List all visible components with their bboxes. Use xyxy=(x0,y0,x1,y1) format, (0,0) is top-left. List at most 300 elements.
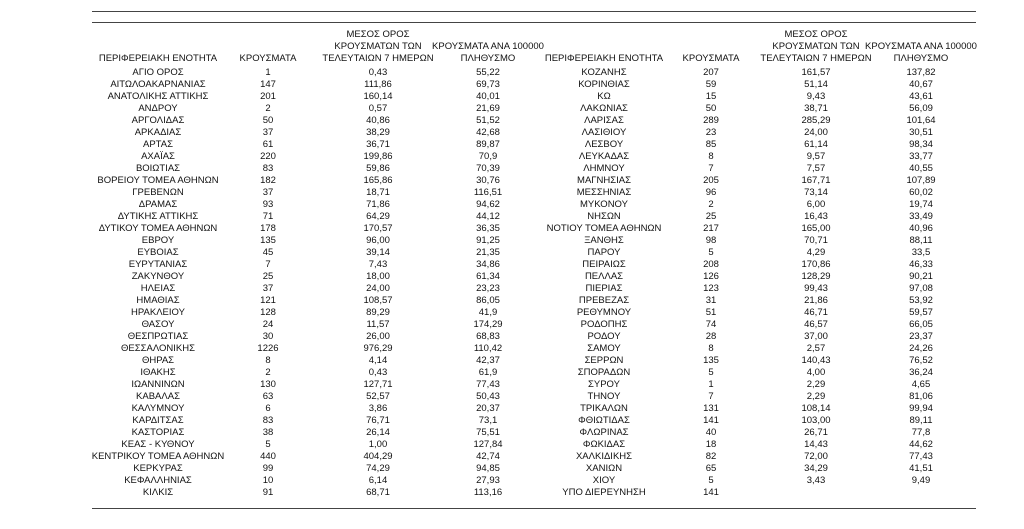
cell-avg7: 74,29 xyxy=(366,463,390,474)
cell-cases: 135 xyxy=(703,355,719,366)
table-row xyxy=(0,487,1024,499)
cell-avg7: 18,71 xyxy=(366,187,390,198)
cell-avg7: 46,71 xyxy=(804,307,828,318)
cell-avg7: 161,57 xyxy=(801,67,831,78)
table-row xyxy=(0,127,1024,139)
cell-avg7: 39,14 xyxy=(366,247,390,258)
cell-per100k: 60,02 xyxy=(909,187,933,198)
cell-per100k: 113,16 xyxy=(473,487,503,498)
cell-region: ΔΥΤΙΚΗΣ ΑΤΤΙΚΗΣ xyxy=(117,211,199,222)
cell-region: ΠΙΕΡΙΑΣ xyxy=(585,283,623,294)
cell-avg7: 7,57 xyxy=(806,163,826,174)
cell-per100k: 42,37 xyxy=(476,355,500,366)
cell-avg7: 3,86 xyxy=(368,403,388,414)
cell-avg7: 199,86 xyxy=(363,151,393,162)
cell-avg7: 24,00 xyxy=(804,127,828,138)
table-row xyxy=(0,367,1024,379)
cell-region: ΝΗΣΩΝ xyxy=(587,211,621,222)
cell-region: ΛΑΣΙΘΙΟΥ xyxy=(581,127,627,138)
cell-per100k: 88,11 xyxy=(909,235,933,246)
cell-region: ΠΡΕΒΕΖΑΣ xyxy=(578,295,630,306)
cell-cases: 2 xyxy=(265,103,271,114)
column-header-7day-average: ΜΕΣΟΣ ΟΡΟΣ ΚΡΟΥΣΜΑΤΩΝ ΤΩΝ ΤΕΛΕΥΤΑΙΩΝ 7 ΗΜΕΡΩΝ xyxy=(322,29,434,64)
cell-per100k: 23,23 xyxy=(476,283,500,294)
cell-per100k: 89,11 xyxy=(909,415,933,426)
table-row xyxy=(0,439,1024,451)
cell-region: ΖΑΚΥΝΘΟΥ xyxy=(131,271,185,282)
cell-per100k: 68,83 xyxy=(476,331,500,342)
cell-cases: 74 xyxy=(705,319,717,330)
cell-cases: 82 xyxy=(705,451,717,462)
cell-cases: 25 xyxy=(705,211,717,222)
cell-region: ΠΕΙΡΑΙΩΣ xyxy=(582,259,626,270)
cell-per100k: 55,22 xyxy=(476,67,500,78)
cell-per100k: 24,26 xyxy=(909,343,933,354)
cell-avg7: 167,71 xyxy=(801,175,831,186)
cell-per100k: 81,06 xyxy=(909,391,933,402)
cell-avg7: 108,14 xyxy=(801,403,831,414)
cell-cases: 5 xyxy=(708,475,714,486)
cell-region: ΚΕΡΚΥΡΑΣ xyxy=(133,463,183,474)
cell-avg7: 16,43 xyxy=(804,211,828,222)
cell-avg7: 4,00 xyxy=(806,367,826,378)
table-row xyxy=(0,319,1024,331)
cell-per100k: 91,25 xyxy=(476,235,500,246)
cell-avg7: 2,29 xyxy=(806,391,826,402)
cell-avg7: 96,00 xyxy=(366,235,390,246)
cell-cases: 5 xyxy=(708,247,714,258)
cell-region: ΚΟΡΙΝΘΙΑΣ xyxy=(578,79,630,90)
cell-region: ΚΙΛΚΙΣ xyxy=(142,487,174,498)
cell-region: ΑΡΤΑΣ xyxy=(143,139,173,150)
table-row xyxy=(0,307,1024,319)
cell-avg7: 128,29 xyxy=(801,271,831,282)
cell-avg7: 71,86 xyxy=(366,199,390,210)
cell-region: ΚΕΦΑΛΛΗΝΙΑΣ xyxy=(124,475,192,486)
cell-cases: 8 xyxy=(265,355,271,366)
cell-cases: 93 xyxy=(262,199,274,210)
cell-region: ΧΑΝΙΩΝ xyxy=(585,463,623,474)
cell-cases: 37 xyxy=(262,283,274,294)
cell-cases: 141 xyxy=(703,487,719,498)
cell-avg7: 14,43 xyxy=(804,439,828,450)
cell-cases: 2 xyxy=(708,199,714,210)
cell-per100k: 101,64 xyxy=(906,115,936,126)
cell-avg7: 89,29 xyxy=(366,307,390,318)
cell-avg7: 76,71 xyxy=(366,415,390,426)
cell-cases: 178 xyxy=(260,223,276,234)
cell-avg7: 36,71 xyxy=(366,139,390,150)
cell-cases: 8 xyxy=(708,151,714,162)
table-row xyxy=(0,259,1024,271)
cell-per100k: 53,92 xyxy=(909,295,933,306)
cell-region: ΥΠΟ ΔΙΕΡΕΥΝΗΣΗ xyxy=(562,487,646,498)
cell-cases: 85 xyxy=(705,139,717,150)
cell-per100k: 61,9 xyxy=(478,367,498,378)
cell-avg7: 64,29 xyxy=(366,211,390,222)
cell-cases: 28 xyxy=(705,331,717,342)
cell-region: ΚΕΝΤΡΙΚΟΥ ΤΟΜΕΑ ΑΘΗΝΩΝ xyxy=(91,451,225,462)
cell-per100k: 174,29 xyxy=(473,319,503,330)
cell-region: ΔΥΤΙΚΟΥ ΤΟΜΕΑ ΑΘΗΝΩΝ xyxy=(98,223,218,234)
cell-per100k xyxy=(859,487,983,499)
cell-avg7: 9,57 xyxy=(806,151,826,162)
cell-region: ΘΑΣΟΥ xyxy=(141,319,175,330)
table-row xyxy=(0,247,1024,259)
cell-avg7: 285,29 xyxy=(801,115,831,126)
cell-per100k: 70,9 xyxy=(478,151,498,162)
cell-cases: 96 xyxy=(705,187,717,198)
table-row xyxy=(0,295,1024,307)
cell-region: ΚΕΑΣ - ΚΥΘΝΟΥ xyxy=(121,439,195,450)
cell-cases: 61 xyxy=(262,139,274,150)
cell-avg7: 4,14 xyxy=(368,355,388,366)
cell-region: ΦΛΩΡΙΝΑΣ xyxy=(579,427,629,438)
cell-region: ΡΟΔΟΥ xyxy=(587,331,621,342)
cell-cases: 141 xyxy=(703,415,719,426)
cell-cases: 1 xyxy=(265,67,271,78)
cell-region: ΣΕΡΡΩΝ xyxy=(584,355,624,366)
table-row xyxy=(0,223,1024,235)
cell-cases: 15 xyxy=(705,91,717,102)
table-row xyxy=(0,475,1024,487)
cell-per100k: 77,8 xyxy=(911,427,931,438)
cell-avg7: 976,29 xyxy=(363,343,393,354)
cell-region: ΠΕΛΛΑΣ xyxy=(584,271,624,282)
cell-cases: 135 xyxy=(260,235,276,246)
cell-per100k: 127,84 xyxy=(473,439,503,450)
table-row xyxy=(0,67,1024,79)
column-header-cases: ΚΡΟΥΣΜΑΤΑ xyxy=(239,53,297,64)
column-header-region: ΠΕΡΙΦΕΡΕΙΑΚΗ ΕΝΟΤΗΤΑ xyxy=(544,53,664,64)
column-header-7day-average: ΜΕΣΟΣ ΟΡΟΣ ΚΡΟΥΣΜΑΤΩΝ ΤΩΝ ΤΕΛΕΥΤΑΙΩΝ 7 ΗΜΕΡΩΝ xyxy=(760,29,872,64)
cell-per100k: 77,43 xyxy=(909,451,933,462)
cell-cases: 7 xyxy=(708,391,714,402)
cell-per100k: 137,82 xyxy=(906,67,936,78)
cell-cases: 50 xyxy=(262,115,274,126)
cell-cases: 25 xyxy=(262,271,274,282)
cell-per100k: 110,42 xyxy=(473,343,503,354)
table-row xyxy=(0,427,1024,439)
cell-cases: 220 xyxy=(260,151,276,162)
table-row xyxy=(0,115,1024,127)
table-row xyxy=(0,103,1024,115)
cell-per100k: 42,68 xyxy=(476,127,500,138)
cell-avg7: 68,71 xyxy=(366,487,390,498)
cell-per100k: 90,21 xyxy=(909,271,933,282)
cell-avg7: 72,00 xyxy=(804,451,828,462)
cell-cases: 63 xyxy=(262,391,274,402)
cell-cases: 8 xyxy=(708,343,714,354)
cell-avg7: 170,57 xyxy=(363,223,393,234)
cell-avg7: 170,86 xyxy=(801,259,831,270)
cell-avg7: 2,29 xyxy=(806,379,826,390)
cell-cases: 121 xyxy=(260,295,276,306)
table-row xyxy=(0,343,1024,355)
cell-avg7: 26,14 xyxy=(366,427,390,438)
cell-per100k: 50,43 xyxy=(476,391,500,402)
cell-avg7: 6,14 xyxy=(368,475,388,486)
cell-avg7: 0,43 xyxy=(368,367,388,378)
cell-per100k: 33,5 xyxy=(911,247,931,258)
cell-cases: 37 xyxy=(262,187,274,198)
cell-avg7: 37,00 xyxy=(804,331,828,342)
cell-avg7: 34,29 xyxy=(804,463,828,474)
cell-avg7: 0,57 xyxy=(368,103,388,114)
cell-cases: 45 xyxy=(262,247,274,258)
cell-avg7: 7,43 xyxy=(368,259,388,270)
cell-per100k: 30,76 xyxy=(476,175,500,186)
cell-region: ΔΡΑΜΑΣ xyxy=(138,199,178,210)
cell-region: ΡΕΘΥΜΝΟΥ xyxy=(576,307,632,318)
cell-region: ΚΑΛΥΜΝΟΥ xyxy=(131,403,185,414)
table-row xyxy=(0,355,1024,367)
cell-avg7: 73,14 xyxy=(804,187,828,198)
cell-region: ΧΑΛΚΙΔΙΚΗΣ xyxy=(575,451,633,462)
cell-per100k: 107,89 xyxy=(906,175,936,186)
table-row xyxy=(0,79,1024,91)
cell-cases: 18 xyxy=(705,439,717,450)
cell-per100k: 98,34 xyxy=(909,139,933,150)
cell-region: ΛΕΥΚΑΔΑΣ xyxy=(578,151,630,162)
cell-avg7: 127,71 xyxy=(363,379,393,390)
cell-per100k: 56,09 xyxy=(909,103,933,114)
cell-cases: 5 xyxy=(265,439,271,450)
table-row xyxy=(0,163,1024,175)
cell-cases: 10 xyxy=(262,475,274,486)
cell-avg7: 24,00 xyxy=(366,283,390,294)
cell-per100k: 44,12 xyxy=(476,211,500,222)
cell-cases: 40 xyxy=(705,427,717,438)
cell-cases: 7 xyxy=(265,259,271,270)
table-row xyxy=(0,415,1024,427)
cell-avg7: 108,57 xyxy=(363,295,393,306)
cell-avg7: 9,43 xyxy=(806,91,826,102)
cell-cases: 128 xyxy=(260,307,276,318)
cell-cases: 99 xyxy=(262,463,274,474)
cell-region: ΚΑΒΑΛΑΣ xyxy=(136,391,180,402)
cell-region: ΠΑΡΟΥ xyxy=(587,247,621,258)
cell-avg7: 38,71 xyxy=(804,103,828,114)
cell-region: ΡΟΔΟΠΗΣ xyxy=(580,319,628,330)
cell-avg7: 59,86 xyxy=(366,163,390,174)
table-row xyxy=(0,139,1024,151)
cell-region: ΚΑΣΤΟΡΙΑΣ xyxy=(131,427,185,438)
column-header-cases-per-100000: ΚΡΟΥΣΜΑΤΑ ΑΝΑ 100000 ΠΛΗΘΥΣΜΟ xyxy=(432,41,544,64)
table-row xyxy=(0,283,1024,295)
cell-region: ΦΘΙΩΤΙΔΑΣ xyxy=(578,415,630,426)
cell-region: ΣΠΟΡΑΔΩΝ xyxy=(577,367,631,378)
table-row xyxy=(0,187,1024,199)
cell-per100k: 89,87 xyxy=(476,139,500,150)
cell-per100k: 20,37 xyxy=(476,403,500,414)
cell-per100k: 94,85 xyxy=(476,463,500,474)
cell-avg7: 103,00 xyxy=(801,415,831,426)
cell-per100k: 36,35 xyxy=(476,223,500,234)
table-row xyxy=(0,151,1024,163)
cell-avg7: 52,57 xyxy=(366,391,390,402)
cell-avg7: 111,86 xyxy=(364,79,392,90)
cell-region: ΚΟΖΑΝΗΣ xyxy=(581,67,627,78)
cell-avg7: 3,43 xyxy=(806,475,826,486)
cell-region: ΗΡΑΚΛΕΙΟΥ xyxy=(131,307,185,318)
cell-cases: 83 xyxy=(262,163,274,174)
cell-cases: 30 xyxy=(262,331,274,342)
cell-per100k: 27,93 xyxy=(476,475,500,486)
cell-region: ΑΡΚΑΔΙΑΣ xyxy=(134,127,182,138)
cell-per100k: 40,67 xyxy=(909,79,933,90)
cell-region: ΛΕΣΒΟΥ xyxy=(584,139,624,150)
cell-avg7: 26,00 xyxy=(366,331,390,342)
cell-cases: 207 xyxy=(703,67,719,78)
cell-region: ΕΥΒΟΙΑΣ xyxy=(137,247,179,258)
cell-region: ΛΗΜΝΟΥ xyxy=(583,163,625,174)
cell-cases: 205 xyxy=(703,175,719,186)
column-header-cases: ΚΡΟΥΣΜΑΤΑ xyxy=(682,53,740,64)
cell-per100k: 77,43 xyxy=(476,379,500,390)
cell-region: ΑΡΓΟΛΙΔΑΣ xyxy=(131,115,185,126)
cell-per100k: 21,35 xyxy=(476,247,500,258)
cell-region: ΣΥΡΟΥ xyxy=(588,379,620,390)
bottom-rule xyxy=(92,508,976,509)
cell-avg7: 0,43 xyxy=(368,67,388,78)
cell-cases: 2 xyxy=(265,367,271,378)
cell-cases: 71 xyxy=(262,211,274,222)
table-row xyxy=(0,403,1024,415)
cell-avg7: 38,29 xyxy=(366,127,390,138)
cell-cases: 182 xyxy=(260,175,276,186)
cell-cases: 1226 xyxy=(257,343,279,354)
cell-per100k: 9,49 xyxy=(911,475,931,486)
cell-per100k: 33,77 xyxy=(909,151,933,162)
cell-region: ΕΒΡΟΥ xyxy=(141,235,175,246)
cell-region: ΦΩΚΙΔΑΣ xyxy=(582,439,626,450)
cell-avg7: 165,86 xyxy=(363,175,393,186)
cell-per100k: 66,05 xyxy=(909,319,933,330)
cell-region: ΗΛΕΙΑΣ xyxy=(140,283,176,294)
cell-avg7: 40,86 xyxy=(366,115,390,126)
cell-region: ΣΑΜΟΥ xyxy=(587,343,621,354)
cell-region: ΝΟΤΙΟΥ ΤΟΜΕΑ ΑΘΗΝΩΝ xyxy=(546,223,662,234)
cell-cases: 83 xyxy=(262,415,274,426)
table-row xyxy=(0,271,1024,283)
cell-avg7: 99,43 xyxy=(804,283,828,294)
cell-cases: 1 xyxy=(708,379,714,390)
cell-avg7: 18,00 xyxy=(366,271,390,282)
table-row xyxy=(0,331,1024,343)
cell-cases: 31 xyxy=(705,295,717,306)
cell-per100k: 41,9 xyxy=(478,307,498,318)
cell-per100k: 33,49 xyxy=(909,211,933,222)
cell-cases: 51 xyxy=(705,307,717,318)
cell-region: ΘΕΣΣΑΛΟΝΙΚΗΣ xyxy=(121,343,195,354)
cell-cases: 123 xyxy=(703,283,719,294)
cell-region: ΘΕΣΠΡΩΤΙΑΣ xyxy=(127,331,189,342)
cell-region: ΒΟΙΩΤΙΑΣ xyxy=(135,163,181,174)
table-row xyxy=(0,91,1024,103)
cell-region: ΓΡΕΒΕΝΩΝ xyxy=(132,187,184,198)
table-row xyxy=(0,211,1024,223)
cell-cases: 147 xyxy=(260,79,276,90)
cell-per100k: 75,51 xyxy=(476,427,500,438)
cell-avg7: 404,29 xyxy=(363,451,393,462)
cell-per100k: 34,86 xyxy=(476,259,500,270)
cell-cases: 7 xyxy=(708,163,714,174)
column-header-cases-per-100000: ΚΡΟΥΣΜΑΤΑ ΑΝΑ 100000 ΠΛΗΘΥΣΜΟ xyxy=(865,41,977,64)
cell-avg7: 2,57 xyxy=(806,343,826,354)
cell-per100k: 97,08 xyxy=(909,283,933,294)
cell-per100k: 59,57 xyxy=(909,307,933,318)
cell-region: ΑΝΑΤΟΛΙΚΗΣ ΑΤΤΙΚΗΣ xyxy=(107,91,209,102)
table-row xyxy=(0,379,1024,391)
cell-region: ΗΜΑΘΙΑΣ xyxy=(136,295,180,306)
cell-per100k: 94,62 xyxy=(476,199,500,210)
cell-cases: 201 xyxy=(260,91,276,102)
cell-region: ΕΥΡΥΤΑΝΙΑΣ xyxy=(128,259,188,270)
cell-region: ΚΩ xyxy=(597,91,611,102)
cell-cases: 217 xyxy=(703,223,719,234)
cell-cases: 24 xyxy=(262,319,274,330)
cell-region: ΚΑΡΔΙΤΣΑΣ xyxy=(132,415,184,426)
cell-per100k: 69,73 xyxy=(476,79,500,90)
cell-per100k: 30,51 xyxy=(909,127,933,138)
cell-per100k: 23,37 xyxy=(909,331,933,342)
cell-per100k: 21,69 xyxy=(476,103,500,114)
cell-per100k: 86,05 xyxy=(476,295,500,306)
cell-avg7: 165,00 xyxy=(801,223,831,234)
cell-region: ΞΑΝΘΗΣ xyxy=(584,235,624,246)
table-row xyxy=(0,391,1024,403)
cell-cases: 126 xyxy=(703,271,719,282)
cell-region: ΤΡΙΚΑΛΩΝ xyxy=(580,403,628,414)
cell-cases: 440 xyxy=(260,451,276,462)
cell-cases: 6 xyxy=(265,403,271,414)
table-row xyxy=(0,451,1024,463)
cell-region: ΙΘΑΚΗΣ xyxy=(140,367,176,378)
cell-avg7: 1,00 xyxy=(368,439,388,450)
cell-per100k: 51,52 xyxy=(476,115,500,126)
cell-cases: 23 xyxy=(705,127,717,138)
cell-region: ΙΩΑΝΝΙΝΩΝ xyxy=(131,379,185,390)
cell-region: ΧΙΟΥ xyxy=(592,475,616,486)
cell-avg7: 46,57 xyxy=(804,319,828,330)
cell-per100k: 99,94 xyxy=(909,403,933,414)
column-header-region: ΠΕΡΙΦΕΡΕΙΑΚΗ ΕΝΟΤΗΤΑ xyxy=(98,53,218,64)
cell-per100k: 41,51 xyxy=(909,463,933,474)
cell-region: ΜΕΣΣΗΝΙΑΣ xyxy=(576,187,632,198)
cell-per100k: 46,33 xyxy=(909,259,933,270)
cell-avg7: 70,71 xyxy=(804,235,828,246)
cell-cases: 130 xyxy=(260,379,276,390)
cell-per100k: 70,39 xyxy=(476,163,500,174)
table-row xyxy=(0,199,1024,211)
cell-cases: 65 xyxy=(705,463,717,474)
cell-avg7: 160,14 xyxy=(363,91,393,102)
cell-avg7: 21,86 xyxy=(804,295,828,306)
cell-per100k: 40,96 xyxy=(909,223,933,234)
cell-cases: 91 xyxy=(262,487,274,498)
cell-cases: 50 xyxy=(705,103,717,114)
cell-avg7: 61,14 xyxy=(804,139,828,150)
cell-per100k: 61,34 xyxy=(476,271,500,282)
cell-per100k: 76,52 xyxy=(909,355,933,366)
table-row xyxy=(0,175,1024,187)
cell-region: ΑΙΤΩΛΟΑΚΑΡΝΑΝΙΑΣ xyxy=(110,79,206,90)
cell-per100k: 40,55 xyxy=(909,163,933,174)
cell-per100k: 4,65 xyxy=(911,379,931,390)
cell-cases: 289 xyxy=(703,115,719,126)
cell-per100k: 40,01 xyxy=(476,91,500,102)
